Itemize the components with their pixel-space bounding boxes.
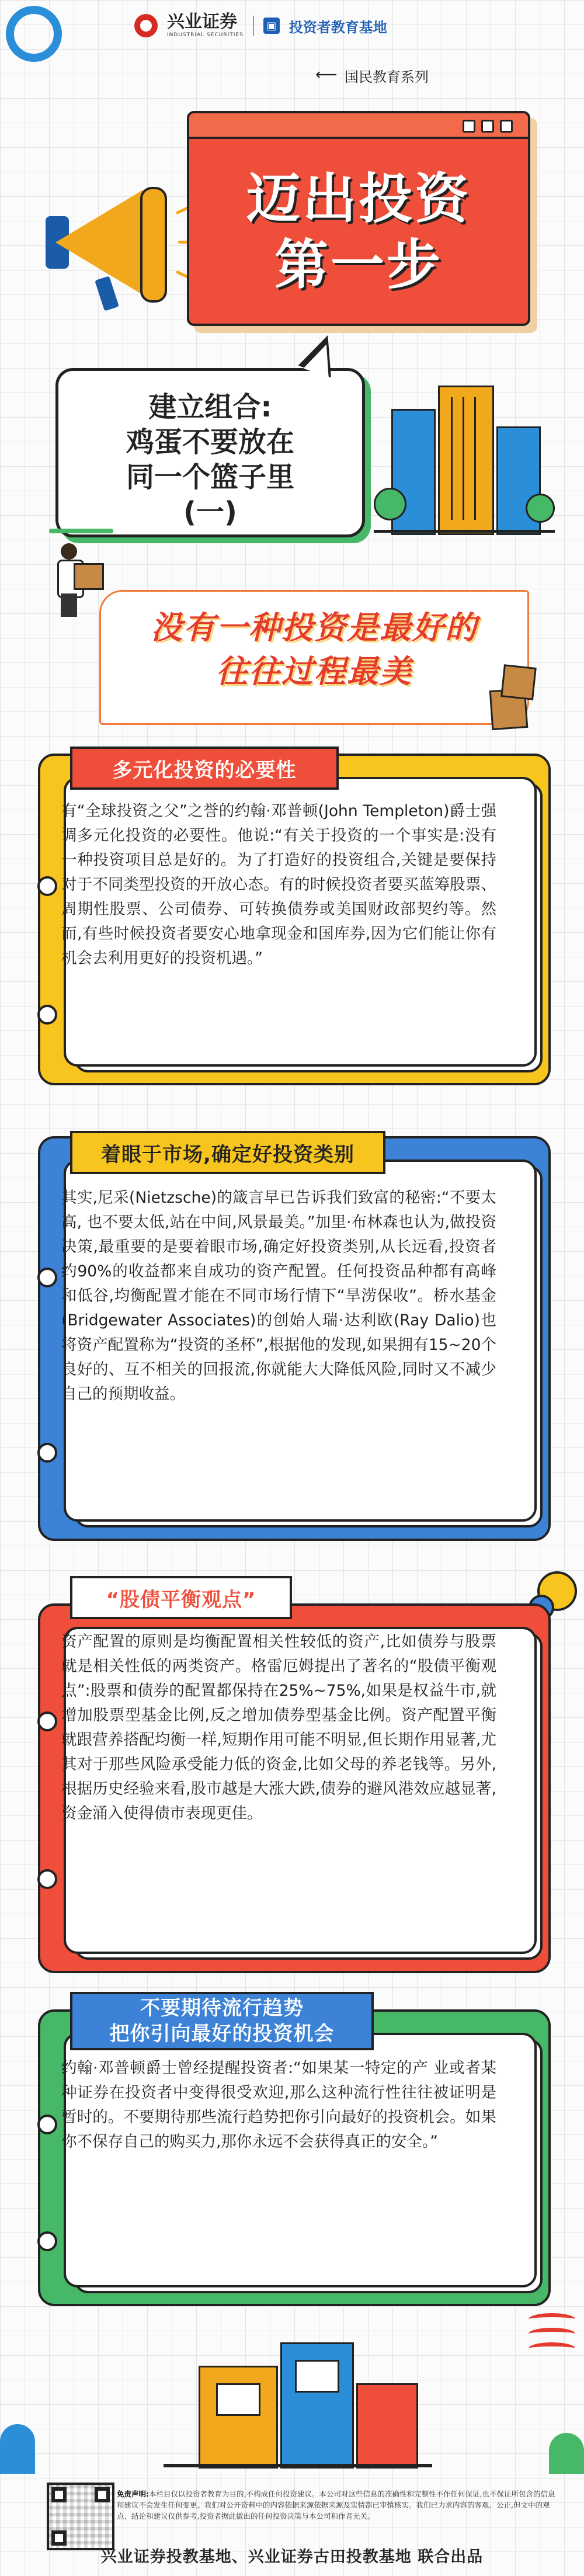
footer-city-illustration — [164, 2331, 432, 2468]
tree-icon — [526, 494, 555, 523]
wave-decoration — [529, 2342, 575, 2355]
building-icon — [356, 2383, 418, 2469]
window-titlebar — [189, 113, 528, 139]
tree-icon — [374, 488, 406, 520]
disclaimer-lead: 免责声明: — [117, 2490, 149, 2498]
qr-code[interactable] — [47, 2483, 114, 2550]
qr-finder — [95, 2487, 110, 2502]
series-label: 国民教育系列 — [345, 69, 429, 85]
slogan-card — [99, 590, 529, 725]
box-icon — [74, 563, 104, 590]
binder-ring-icon — [37, 1268, 57, 1287]
section-avoid-trends — [38, 2009, 551, 2306]
section-heading: 多元化投资的必要性 — [70, 747, 339, 790]
section-body: 其实,尼采(Nietzsche)的箴言早已告诉我们致富的秘密:“不要太高, 也不要太低,站在中间,风景最美。”加里·布林森也认为,做投资决策,最重要的是要着眼市场,确定好投资类别,从长远看,投资者约90%的收益都来自成功的资产配置。任何投资品种都有高峰和低谷,均衡配置才能在不同市场行情下“旱涝保收”。桥水基金(Bridgewater Associates)的创始人瑞·达利欧(Ray Dalio)也将资产配置称为“投资的圣杯”,根据他的发现,如果拥有15~20个良好的、互不相关的回报流,你就能大大降低风险,同时又不减少自己的预期收益。 — [61, 1189, 496, 1403]
topic-line: 建立组合: — [148, 391, 272, 423]
brand-header — [134, 8, 387, 43]
binder-ring-icon — [37, 1005, 57, 1025]
binder-ring-icon — [37, 1869, 57, 1889]
binder-ring-icon — [37, 1443, 57, 1463]
section-heading — [70, 1992, 374, 2050]
page-title-line2: 第一步 — [274, 234, 443, 296]
wave-decoration — [529, 2328, 575, 2340]
disclaimer-text: 本栏目仅以投资者教育为目的,不构成任何投资建议。本公司对这些信息的准确性和完整性不作任何保证,也不保证所包含的信息和建议不会发生任何变更。我们对公开资料中的内容依据来源依据来源及实情都已审慎核实。我们已力求内容的客观、公正,但文中的观点、结论和建议仅供参考,投资者据此做出的任何投资决策与本公司和作者无关。 — [117, 2490, 555, 2521]
brand-logo-icon — [134, 14, 158, 37]
decorative-hill — [549, 2433, 584, 2474]
brand-name: 兴业证券 — [167, 12, 237, 32]
window-button-icon — [500, 120, 513, 133]
building-window — [216, 2383, 260, 2416]
topic-bubble — [55, 368, 365, 537]
section-heading-line: 不要期待流行趋势 — [140, 1997, 304, 2020]
building-window — [295, 2360, 339, 2393]
slogan-line: 没有一种投资是最好的 — [151, 609, 478, 646]
credit-line: 兴业证券投教基地、兴业证券古田投教基地 联合出品 — [100, 2548, 484, 2566]
slogan-text — [101, 606, 527, 693]
section-heading: 着眼于市场,确定好投资类别 — [70, 1131, 385, 1174]
wave-decoration — [529, 2313, 575, 2325]
topic-line: (一) — [183, 496, 237, 529]
title-window — [187, 111, 530, 326]
building-icon — [199, 2366, 278, 2469]
binder-ring-icon — [37, 1711, 57, 1731]
section-body: 资产配置的原则是均衡配置相关性较低的资产,比如债券与股票就是相关性低的两类资产。格雷厄姆提出了著名的“股债平衡观点”:股票和债券的配置都保持在25%~75%,如果是权益牛市,就增加股票型基金比例,反之增加债券型基金比例。资产配置平衡就跟营养搭配均衡一样,短期作用可能不明显,但长期作用显著,尤其对于那些风险承受能力低的资金,比如父母的养老钱等。另外,根据历史经验来看,股市越是大涨大跌,债券的避风港效应越显著,资金涌入使得债市表现更佳。 — [61, 1633, 496, 1822]
slogan-line: 往往过程最美 — [216, 652, 412, 690]
box-icon — [500, 664, 537, 700]
person-legs — [61, 593, 77, 617]
decorative-ring — [6, 6, 62, 62]
topic-line: 同一个篮子里 — [126, 461, 294, 494]
topic-text — [58, 390, 362, 530]
binder-ring-icon — [37, 2231, 57, 2251]
section-heading: “股债平衡观点” — [70, 1576, 292, 1619]
brand-divider — [253, 16, 254, 36]
binder-ring-icon — [37, 2115, 57, 2134]
ground-line — [164, 2464, 432, 2467]
section-body: 有“全球投资之父”之誉的约翰·邓普顿(John Templeton)爵士强调多元化投资的必要性。他说:“有关于投资的一个事实是:没有一种投资项目总是好的。为了打造好的投资组合,关键是要保持对于不同类型投资的开放心态。有的时候投资者要买蓝筹股票、周期性股票、公司债券、可转换债券或美国财政部契约等。然而,有些时候投资者要安心地拿现金和国库券,因为它们能让你有机会去利用更好的投资机遇。” — [61, 802, 496, 967]
arrow-left-icon: ⟵ — [315, 66, 338, 84]
education-base-name: 投资者教育基地 — [288, 19, 387, 36]
decorative-hill — [0, 2424, 35, 2474]
city-illustration — [374, 362, 555, 537]
page-title-line1: 迈出投资 — [246, 168, 471, 230]
building-windows — [444, 397, 485, 520]
ground-line — [374, 530, 555, 533]
brand-name-en: INDUSTRIAL SECURITIES — [167, 32, 244, 38]
window-button-icon — [481, 120, 494, 133]
window-button-icon — [463, 120, 475, 133]
disclaimer — [117, 2488, 561, 2522]
ground-patch — [49, 529, 113, 533]
brand-wordmark — [167, 13, 244, 38]
section-heading-line: 把你引向最好的投资机会 — [109, 2022, 335, 2046]
topic-line: 鸡蛋不要放在 — [126, 426, 294, 459]
education-base-icon: ▣ — [263, 18, 280, 34]
person-icon — [61, 543, 77, 560]
section-body: 约翰·邓普顿爵士曾经提醒投资者:“如果某一特定的产 业或者某种证券在投资者中变得很受欢迎,那么这种流行性往往被证明是暂时的。不要期待那些流行趋势把你引向最好的投资机会。如果你不保存自己的购买力,那你永远不会获得真正的安全。” — [61, 2059, 496, 2151]
qr-finder — [51, 2487, 67, 2502]
binder-ring-icon — [37, 876, 57, 896]
megaphone-rim — [140, 187, 167, 303]
